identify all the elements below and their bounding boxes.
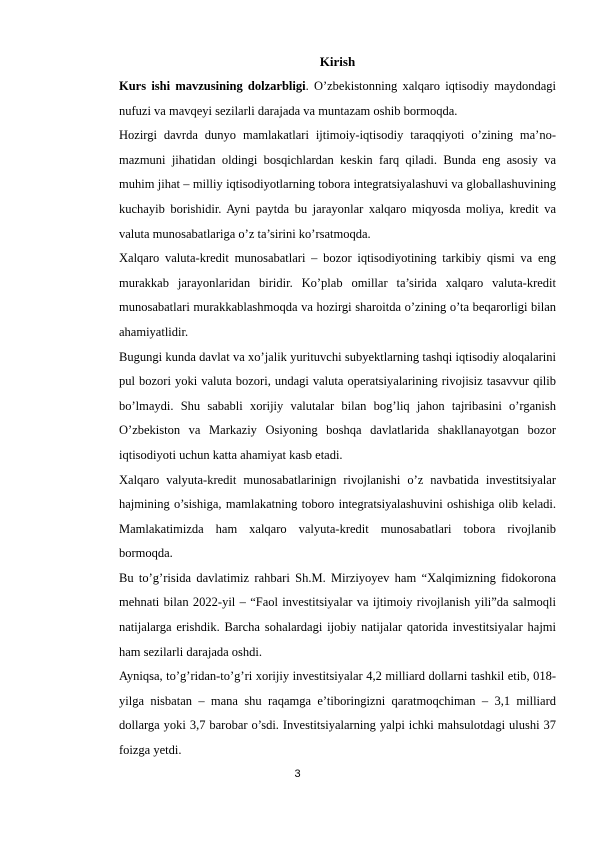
- paragraph-text: Bu to’g’risida davlatimiz rahbari Sh.M. Mirziyoyev ham “Xalqimizning fidokorona mehnati bilan 2022-yil – “Faol investitsiyalar va ijtimoiy rivojlanish yili”da salmoqli natijalarga erishdik. Barcha sohalardagi ijobiy natijalar qatorida investitsiyalar hajmi ham sezilarli darajada oshdi.: [119, 570, 556, 659]
- paragraph-list: [119, 74, 556, 763]
- paragraph-text: Xalqaro valuta-kredit munosabatlari – bozor iqtisodiyotining tarkibiy qismi va eng murakkab jarayonlaridan biridir. Ko’plab omillar ta’sirida xalqaro valuta-kredit munosabatlari murakkablashmoqda va hozirgi sharoitda o’zining o’ta beqarorligi bilan ahamiyatlidir.: [119, 251, 556, 339]
- paragraph: [119, 345, 556, 468]
- paragraph-text: . O’zbekistonning xalqaro iqtisodiy maydondagi nufuzi va mavqeyi sezilarli darajada va muntazam oshib bormoqda.: [119, 79, 556, 118]
- paragraph: [119, 664, 556, 762]
- page-number: 3: [294, 768, 301, 780]
- document-body: [119, 50, 556, 763]
- section-title: Kirish: [319, 54, 356, 69]
- paragraph: [119, 246, 556, 344]
- paragraph-text: Ayniqsa, to’g’ridan-to’g’ri xorijiy investitsiyalar 4,2 milliard dollarni tashkil etib, 018-yilga nisbatan – mana shu raqamga e’tiboringizni qaratmoqchiman – 3,1 milliard dollarga yoki 3,7 barobar o’sdi. Investitsiyalarning yalpi ichki mahsulotdagi ulushi 37 foizga yetdi.: [119, 669, 556, 758]
- paragraph-text: Hozirgi davrda dunyo mamlakatlari ijtimoiy-iqtisodiy taraqqiyoti o’zining ma’no-mazmuni jihatidan oldingi bosqichlardan keskin farq qiladi. Bunda eng asosiy va muhim jihat – milliy iqtisodiyotlarning tobora integratsiyalashuvi va globallashuvining kuchayib borishidir. Ayni paytda bu jarayonlar xalqaro miqyosda moliya, kredit va valuta munosabatlariga o’z ta’sirini ko’rsatmoqda.: [119, 128, 556, 241]
- paragraph: [119, 566, 556, 664]
- paragraph-lead: Kurs ishi mavzusining dolzarbligi: [119, 79, 306, 93]
- paragraph: [119, 74, 556, 123]
- paragraph-text: Xalqaro valyuta-kredit munosabatlarinign rivojlanishi o’z navbatida investitsiyalar hajmining o’sishiga, mamlakatning toboro integratsiyalashuvini oshishiga olib keladi. Mamlakatimizda ham xalqaro valyuta-kredit munosabatlari tobora rivojlanib bormoqda.: [119, 472, 556, 561]
- paragraph: [119, 123, 556, 246]
- paragraph-text: Bugungi kunda davlat va xo’jalik yurituvchi subyektlarning tashqi iqtisodiy aloqalarini pul bozori yoki valuta bozori, undagi valuta operatsiyalarining rivojisiz tasavvur qilib bo’lmaydi. Shu sababli xorijiy valutalar bilan bog’liq jahon tajribasini o’rganish O’zbekiston va Markaziy Osiyoning boshqa davlatlarida shakllanayotgan bozor iqtisodiyoti uchun katta ahamiyat kasb etadi.: [119, 349, 556, 462]
- paragraph: [119, 468, 556, 566]
